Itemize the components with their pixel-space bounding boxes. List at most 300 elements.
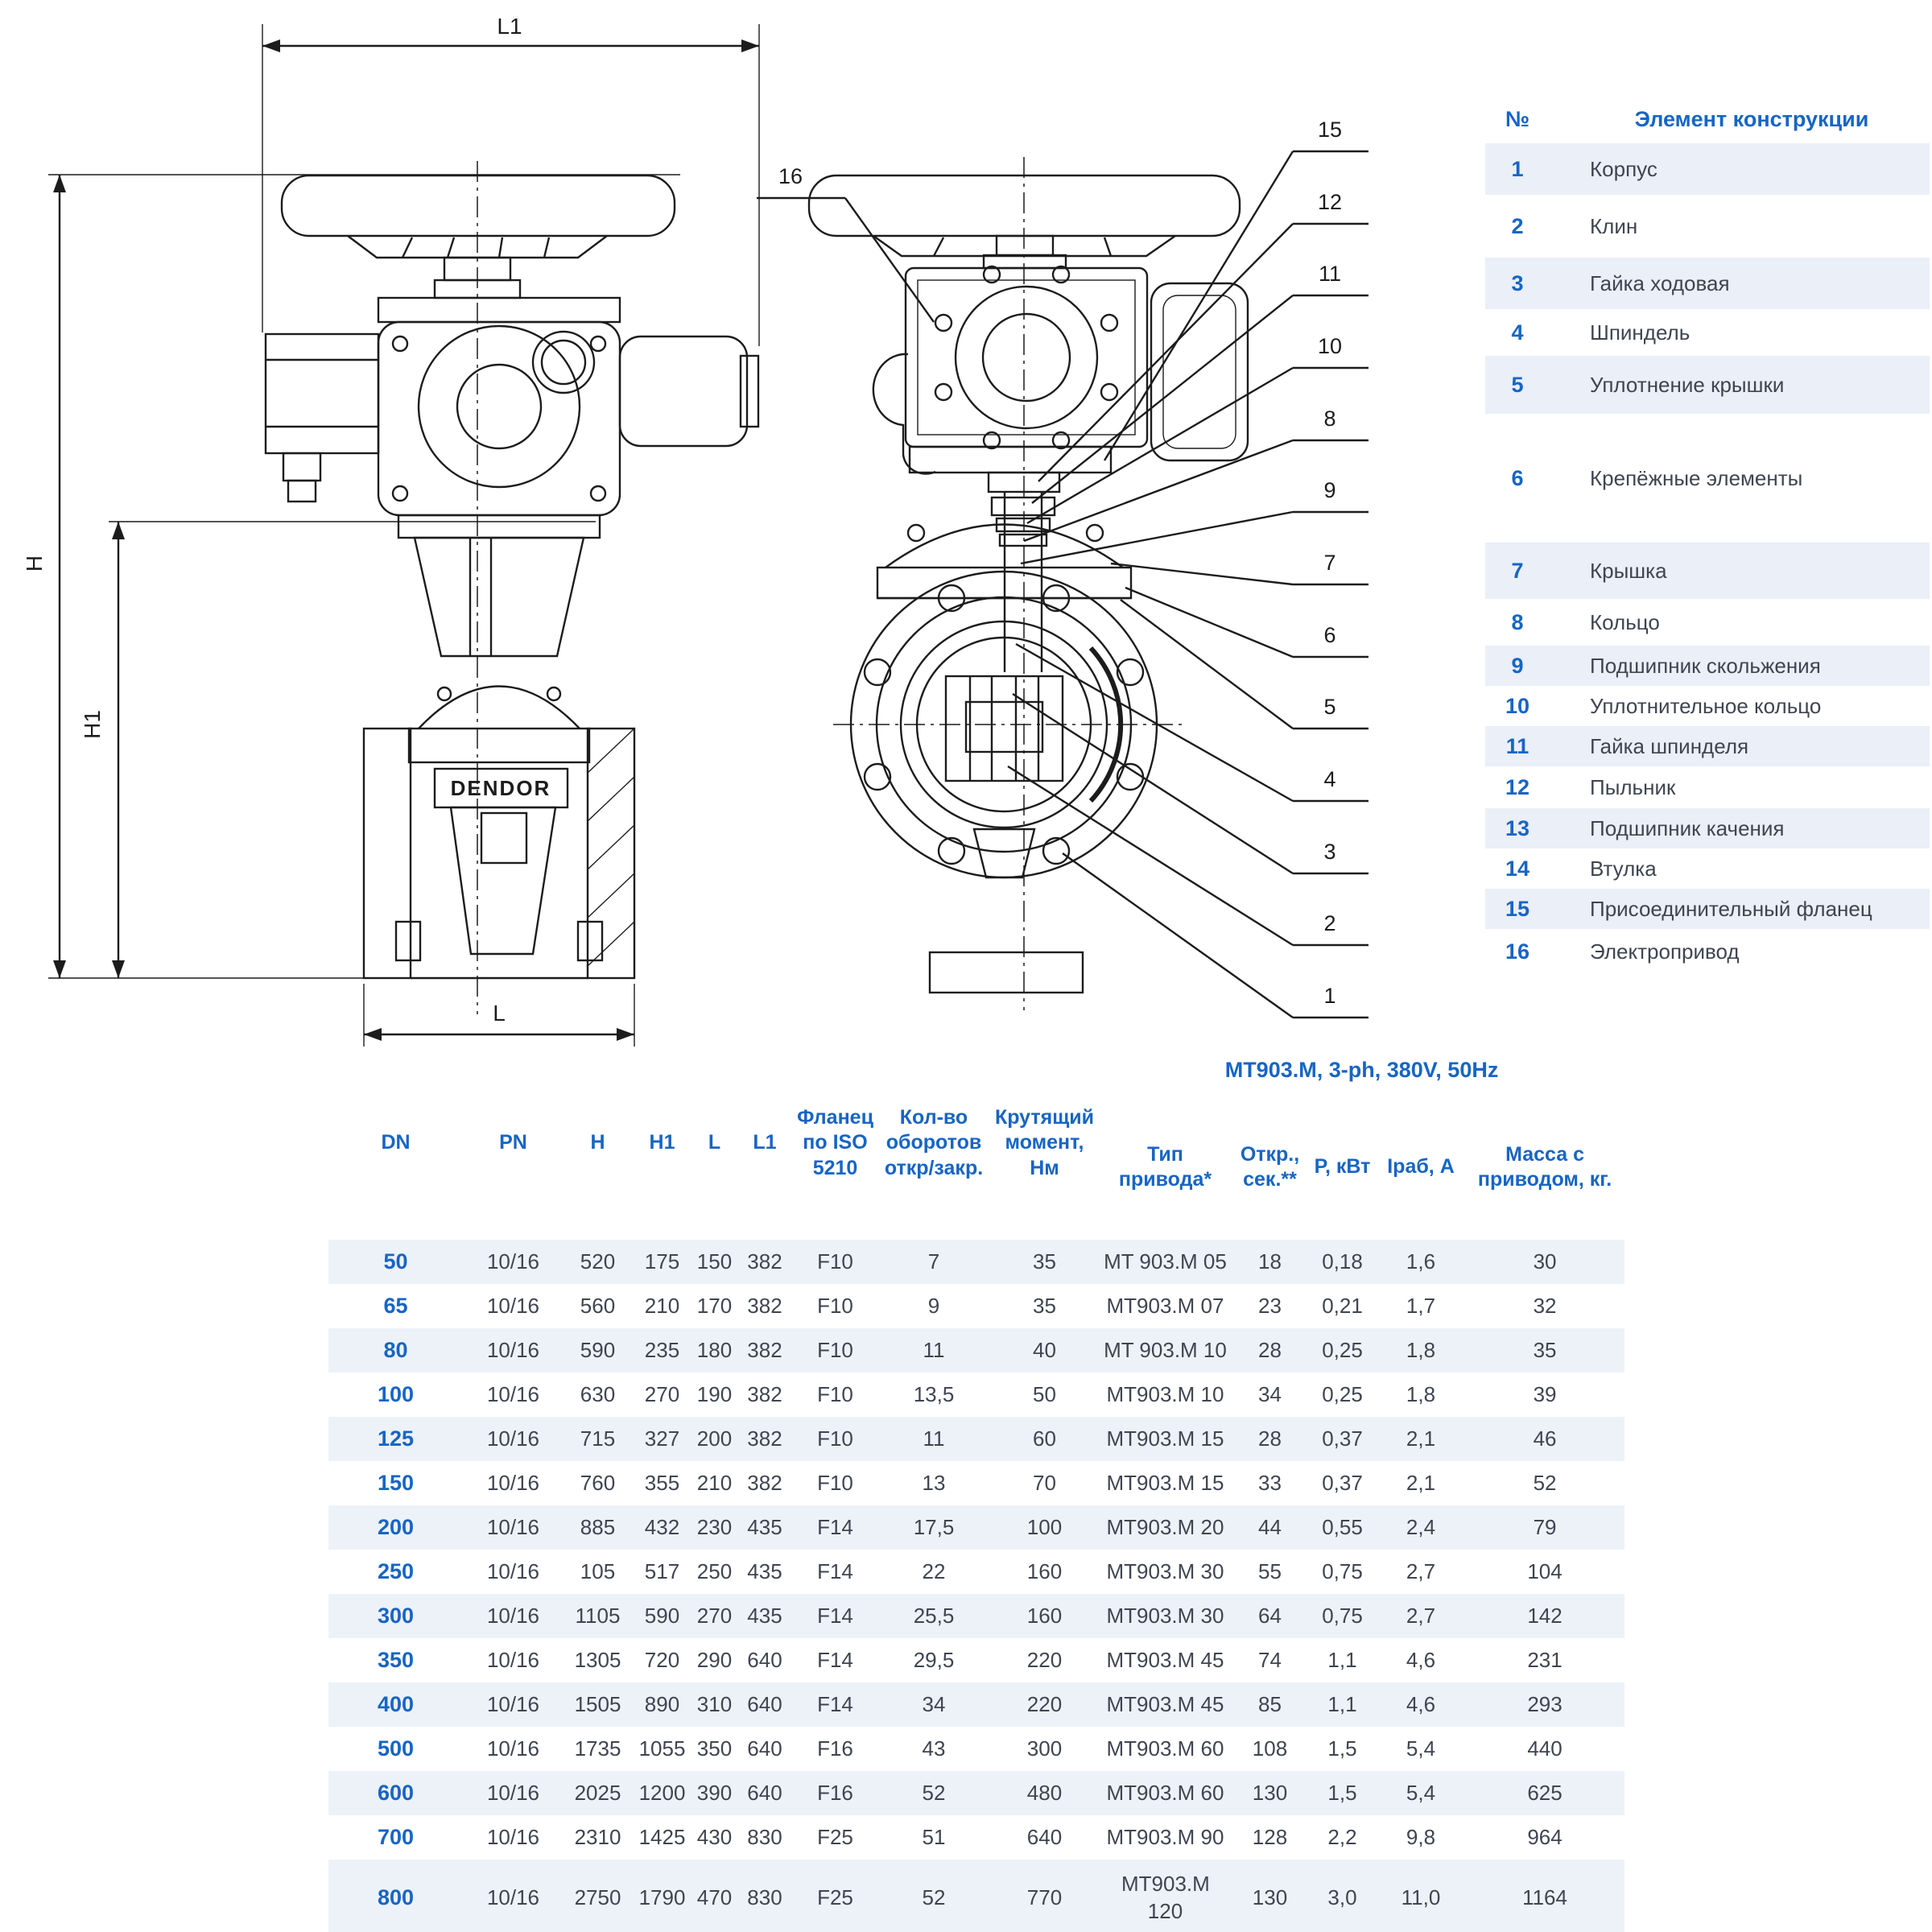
column-header: DN [381,1131,411,1154]
table-cell: 1105 [575,1603,621,1628]
table-cell: 180 [696,1337,733,1362]
part-number: 4 [1511,320,1524,345]
table-cell: 1305 [574,1647,621,1672]
column-header: Тип привода* [1118,1142,1212,1191]
callout-10-label: 10 [1317,334,1343,358]
column-header: Кол-во оборотов откр/закр. [884,1106,984,1179]
table-cell: MT903.M 90 [1106,1824,1224,1849]
dn-value: 125 [377,1426,415,1451]
table-cell: 270 [696,1603,733,1628]
table-cell: 52 [922,1780,946,1805]
table-cell: 10/16 [486,1337,540,1362]
column-header: Фланец по ISO 5210 [797,1106,873,1179]
table-cell: 46 [1533,1426,1557,1451]
table-cell: 590 [644,1603,680,1628]
table-cell: F14 [817,1691,853,1716]
dim-h1-label: H1 [80,710,105,739]
table-row [328,1550,1624,1594]
table-cell: 432 [644,1514,680,1539]
dimension-h1 [80,522,596,978]
parts-list-row [1485,258,1930,309]
table-cell: 560 [580,1293,616,1318]
actuator-group-header: MT903.M, 3-ph, 380V, 50Hz [1224,1058,1499,1083]
table-row [328,1771,1624,1815]
parts-list-row [1485,848,1930,889]
spec-table [328,1046,1624,1932]
dim-h-label: H [22,555,47,572]
table-cell: 640 [747,1691,782,1716]
table-cell: 382 [747,1470,782,1495]
table-cell: 130 [1252,1780,1288,1805]
table-cell: 0,25 [1322,1381,1363,1406]
table-cell: 382 [747,1293,782,1318]
table-cell: 964 [1527,1824,1563,1849]
table-cell: 1200 [638,1780,686,1805]
table-cell: 630 [580,1381,616,1406]
actuator-front [873,266,1248,474]
table-cell: 4,6 [1406,1647,1436,1672]
table-cell: 2750 [574,1885,621,1909]
table-cell: 43 [922,1736,946,1761]
table-cell: 1735 [574,1736,621,1761]
table-cell: MT903.M 20 [1106,1514,1224,1539]
dn-value: 400 [377,1691,415,1716]
table-cell: F10 [817,1381,853,1406]
table-row [328,1461,1624,1505]
table-cell: 470 [696,1885,733,1909]
table-cell: 640 [1026,1824,1063,1849]
parts-list-row [1485,726,1930,766]
motor-front [1151,283,1248,460]
table-cell: 30 [1533,1249,1557,1274]
table-cell: 10/16 [486,1780,540,1805]
yoke-bonnet-side [398,515,600,762]
handwheel-side [282,175,675,298]
table-cell: MT903.M 45 [1106,1691,1224,1716]
dn-value: 700 [377,1824,415,1849]
part-number: 2 [1511,213,1524,238]
table-cell: F16 [817,1736,853,1761]
parts-list-row [1485,646,1930,686]
part-number: 16 [1505,939,1530,964]
table-cell: 64 [1258,1603,1282,1628]
callout-6-label: 6 [1323,623,1336,647]
table-cell: 10/16 [486,1426,540,1451]
dn-value: 300 [377,1603,415,1628]
table-cell: 5,4 [1406,1780,1436,1805]
table-cell: 11 [923,1337,945,1362]
part-number: 8 [1511,609,1524,634]
part-number: 14 [1505,856,1530,881]
table-cell: 1,1 [1327,1691,1357,1716]
table-cell: 29,5 [913,1647,955,1672]
table-row [328,1373,1624,1417]
dn-value: 250 [377,1558,415,1583]
table-cell: 0,18 [1322,1249,1363,1274]
table-cell: 890 [644,1691,680,1716]
dn-value: 200 [377,1514,415,1539]
table-cell: 885 [580,1514,616,1539]
parts-list-row [1485,543,1930,599]
table-cell: 1425 [638,1824,686,1849]
parts-number-header: № [1505,106,1530,131]
callout-4-label: 4 [1323,767,1336,791]
table-cell: 0,75 [1322,1603,1363,1628]
table-cell: 440 [1527,1736,1563,1761]
table-cell: 1,1 [1327,1647,1357,1672]
table-cell: 11 [923,1426,945,1451]
table-cell: 715 [580,1426,616,1451]
part-name: Клин [1590,213,1638,238]
table-cell: 382 [747,1249,782,1274]
table-cell: F10 [817,1426,853,1451]
table-row [328,1727,1624,1771]
parts-list-row [1485,195,1930,258]
table-cell: 310 [696,1691,733,1716]
part-name: Втулка [1590,856,1657,881]
callout-5-label: 5 [1323,695,1336,719]
parts-list-row [1485,766,1930,808]
table-cell: 640 [747,1780,782,1805]
parts-list [1485,95,1930,974]
table-cell: MT903.M 45 [1106,1647,1224,1672]
table-cell: MT903.M 60 [1106,1780,1224,1805]
parts-list-row [1485,808,1930,848]
part-name: Кольцо [1590,609,1660,634]
table-cell: F10 [817,1470,853,1495]
callout-9-label: 9 [1323,478,1336,502]
parts-list-row [1485,929,1930,974]
table-row [328,1638,1624,1682]
table-cell: 4,6 [1406,1691,1436,1716]
table-cell: 34 [1258,1381,1282,1406]
table-cell: 2,4 [1406,1514,1436,1539]
column-header: Масса с приводом, кг. [1477,1142,1612,1191]
table-cell: 1,8 [1406,1337,1436,1362]
callout-16 [757,164,934,322]
table-cell: 230 [696,1514,733,1539]
dn-value: 100 [377,1381,415,1406]
table-cell: 327 [644,1426,680,1451]
column-header: Откр., сек.** [1240,1142,1300,1191]
part-name: Уплотнительное кольцо [1590,693,1822,718]
table-cell: 170 [696,1293,733,1318]
parts-list-row [1485,143,1930,195]
table-cell: 130 [1252,1885,1288,1909]
table-cell: 104 [1527,1558,1563,1583]
table-cell: 720 [644,1647,680,1672]
dn-value: 500 [377,1736,415,1761]
parts-list-header [1485,95,1930,143]
part-name: Подшипник скольжения [1590,653,1821,678]
table-cell: 520 [580,1249,616,1274]
part-name: Крышка [1590,558,1667,583]
table-cell: 10/16 [486,1293,540,1318]
part-number: 15 [1505,896,1530,921]
column-header: L1 [753,1131,777,1154]
table-cell: 640 [747,1736,782,1761]
table-cell: 0,37 [1322,1470,1363,1495]
table-cell: 10/16 [486,1885,540,1909]
table-cell: 220 [1026,1691,1063,1716]
table-cell: 390 [696,1780,733,1805]
dn-value: 350 [377,1647,415,1672]
table-cell: 2,1 [1406,1426,1436,1451]
part-number: 12 [1505,774,1530,799]
table-cell: 625 [1527,1780,1563,1805]
table-cell: 10/16 [486,1470,540,1495]
column-header: Iраб, A [1387,1155,1455,1179]
table-cell: 35 [1533,1337,1557,1362]
table-cell: 10/16 [486,1736,540,1761]
callout-1-label: 1 [1323,984,1336,1008]
table-row [328,1417,1624,1461]
cable-gland [283,453,320,481]
actuator-side [266,298,758,515]
table-cell: 9 [927,1293,940,1318]
dn-value: 800 [377,1885,415,1909]
callout-8-label: 8 [1323,407,1336,431]
table-cell: 32 [1533,1293,1557,1318]
part-name: Присоединительный фланец [1590,896,1872,921]
table-cell: 142 [1527,1603,1563,1628]
table-cell: 150 [696,1249,733,1274]
table-row [328,1328,1624,1373]
table-cell: 435 [747,1603,782,1628]
table-cell: 290 [696,1647,733,1672]
table-cell: 1,7 [1406,1293,1436,1318]
table-cell: 13 [922,1470,946,1495]
table-cell: 55 [1258,1558,1282,1583]
dn-value: 150 [377,1470,415,1495]
table-cell: 105 [580,1558,616,1583]
table-cell: 480 [1026,1780,1063,1805]
table-cell: F10 [817,1293,853,1318]
table-cell: 50 [1033,1381,1056,1406]
table-cell: 108 [1252,1736,1288,1761]
table-cell: 210 [696,1470,733,1495]
table-cell: MT 903.M 10 [1104,1337,1227,1362]
table-cell: F14 [817,1603,853,1628]
table-cell: 760 [580,1470,616,1495]
table-cell: 10/16 [486,1824,540,1849]
parts-list-row [1485,309,1930,356]
table-cell: 382 [747,1337,782,1362]
spec-table-head [328,1046,1624,1240]
callout-12-label: 12 [1317,190,1343,214]
table-cell: F14 [817,1647,853,1672]
table-cell: 23 [1258,1293,1282,1318]
table-cell: 2,7 [1406,1558,1436,1583]
table-row [328,1284,1624,1328]
table-row [328,1240,1624,1284]
pipe-flange-left [364,729,411,978]
parts-name-header: Элемент конструкции [1634,106,1869,131]
table-cell: 128 [1252,1824,1288,1849]
dim-l-label: L [493,1001,506,1026]
table-cell: MT903.M 60 [1106,1736,1224,1761]
table-cell: 190 [696,1381,733,1406]
table-cell: 382 [747,1381,782,1406]
table-cell: MT903.M 15 [1106,1426,1224,1451]
table-cell: 85 [1258,1691,1282,1716]
table-cell: 0,25 [1322,1337,1363,1362]
table-cell: 70 [1033,1470,1056,1495]
column-header: H [590,1131,605,1154]
table-cell: 590 [580,1337,616,1362]
table-cell: 830 [747,1885,782,1909]
table-cell: 79 [1533,1514,1557,1539]
part-name: Шпиндель [1590,320,1690,345]
table-cell: 517 [644,1558,680,1583]
table-cell: 10/16 [486,1558,540,1583]
table-cell: 1505 [574,1691,621,1716]
table-cell: F14 [817,1514,853,1539]
table-cell: 17,5 [913,1514,955,1539]
part-number: 5 [1511,372,1524,397]
table-cell: MT903.M 30 [1106,1558,1224,1583]
column-header: P, кВт [1314,1155,1371,1179]
table-row [328,1505,1624,1550]
dn-value: 65 [383,1293,408,1318]
table-cell: 9,8 [1406,1824,1436,1849]
dimension-l [364,984,634,1046]
table-cell: F10 [817,1249,853,1274]
dimension-l1 [262,14,759,346]
table-row [328,1594,1624,1638]
parts-list-row [1485,356,1930,414]
dn-value: 50 [383,1249,408,1274]
table-cell: 2310 [574,1824,621,1849]
parts-list-row [1485,686,1930,726]
table-cell: 435 [747,1514,782,1539]
table-cell: F25 [817,1885,853,1909]
table-cell: F16 [817,1780,853,1805]
table-cell: 0,37 [1322,1426,1363,1451]
valve-drawing [0,0,1449,1046]
table-cell: 0,55 [1322,1514,1363,1539]
table-cell: 1164 [1522,1885,1567,1909]
parts-list-row [1485,599,1930,646]
table-cell: 640 [747,1647,782,1672]
table-cell: 231 [1527,1647,1563,1672]
callout-3-label: 3 [1323,840,1336,864]
table-cell: 435 [747,1558,782,1583]
table-cell: 382 [747,1426,782,1451]
dn-value: 80 [383,1337,408,1362]
table-cell: 52 [1533,1470,1557,1495]
table-cell: 210 [644,1293,680,1318]
front-view-drawing [757,118,1368,1018]
part-number: 13 [1505,815,1530,840]
table-cell: 10/16 [486,1603,540,1628]
side-view-drawing [22,14,759,1046]
parts-list-body [1485,143,1930,974]
column-header: Крутящий момент, Нм [994,1106,1095,1179]
table-cell: MT903.M 30 [1106,1603,1224,1628]
part-name: Подшипник качения [1590,815,1785,840]
table-cell: 7 [927,1249,940,1274]
motor-side [620,336,747,446]
table-cell: 60 [1033,1426,1056,1451]
table-row [328,1860,1624,1932]
table-cell: 10/16 [486,1647,540,1672]
part-number: 6 [1511,465,1524,490]
table-cell: 2,7 [1406,1603,1436,1628]
callout-11-label: 11 [1318,262,1342,286]
table-cell: 10/16 [486,1691,540,1716]
part-number: 9 [1511,653,1524,678]
table-cell: F10 [817,1337,853,1362]
dn-value: 600 [377,1780,415,1805]
table-cell: F25 [817,1824,853,1849]
table-cell: 28 [1258,1426,1282,1451]
part-name: Гайка ходовая [1590,270,1730,295]
table-cell: 220 [1026,1647,1063,1672]
part-number: 7 [1511,558,1524,583]
dimension-h [22,175,680,978]
part-name: Пыльник [1590,774,1676,799]
table-cell: 51 [922,1824,946,1849]
table-cell: 2025 [574,1780,621,1805]
table-cell: MT 903.M 05 [1104,1249,1227,1274]
table-cell: 13,5 [913,1381,955,1406]
callout-16-label: 16 [778,164,803,188]
column-header: H1 [649,1131,675,1154]
table-cell: 10/16 [486,1249,540,1274]
column-header: L [708,1131,721,1154]
part-number: 3 [1511,270,1524,295]
table-cell: 830 [747,1824,782,1849]
table-cell: 40 [1033,1337,1056,1362]
table-cell: 1,8 [1406,1381,1436,1406]
table-cell: 34 [922,1691,946,1716]
table-cell: 430 [696,1824,733,1849]
part-name: Гайка шпинделя [1590,733,1749,758]
table-cell: 35 [1033,1293,1056,1318]
part-name: Корпус [1590,156,1657,181]
part-number: 10 [1505,693,1530,718]
table-cell: 22 [922,1558,946,1583]
table-cell: 235 [644,1337,680,1362]
table-cell: 10/16 [486,1381,540,1406]
spec-table-section [328,1046,1626,1932]
dim-l1-label: L1 [497,14,522,39]
table-row [328,1815,1624,1860]
table-cell: 770 [1026,1885,1063,1909]
callout-2-label: 2 [1323,911,1336,935]
table-cell: 160 [1026,1558,1063,1583]
table-cell: 250 [696,1558,733,1583]
table-cell: 2,1 [1406,1470,1436,1495]
column-header: PN [499,1131,527,1154]
table-cell: 100 [1026,1514,1063,1539]
table-cell: 18 [1258,1249,1282,1274]
table-cell: 2,2 [1327,1824,1357,1849]
table-cell: MT903.M 15 [1106,1470,1224,1495]
table-cell: 0,75 [1322,1558,1363,1583]
table-cell: 33 [1258,1470,1282,1495]
parts-list-row [1485,889,1930,929]
part-name: Крепёжные элементы [1590,465,1803,490]
table-cell: 35 [1033,1249,1056,1274]
table-cell: 44 [1258,1514,1282,1539]
table-cell: 1790 [638,1885,686,1909]
brand-logo-text: DENDOR [450,776,551,800]
table-cell: 293 [1527,1691,1563,1716]
table-cell: 10/16 [486,1514,540,1539]
table-cell: 52 [922,1885,946,1909]
